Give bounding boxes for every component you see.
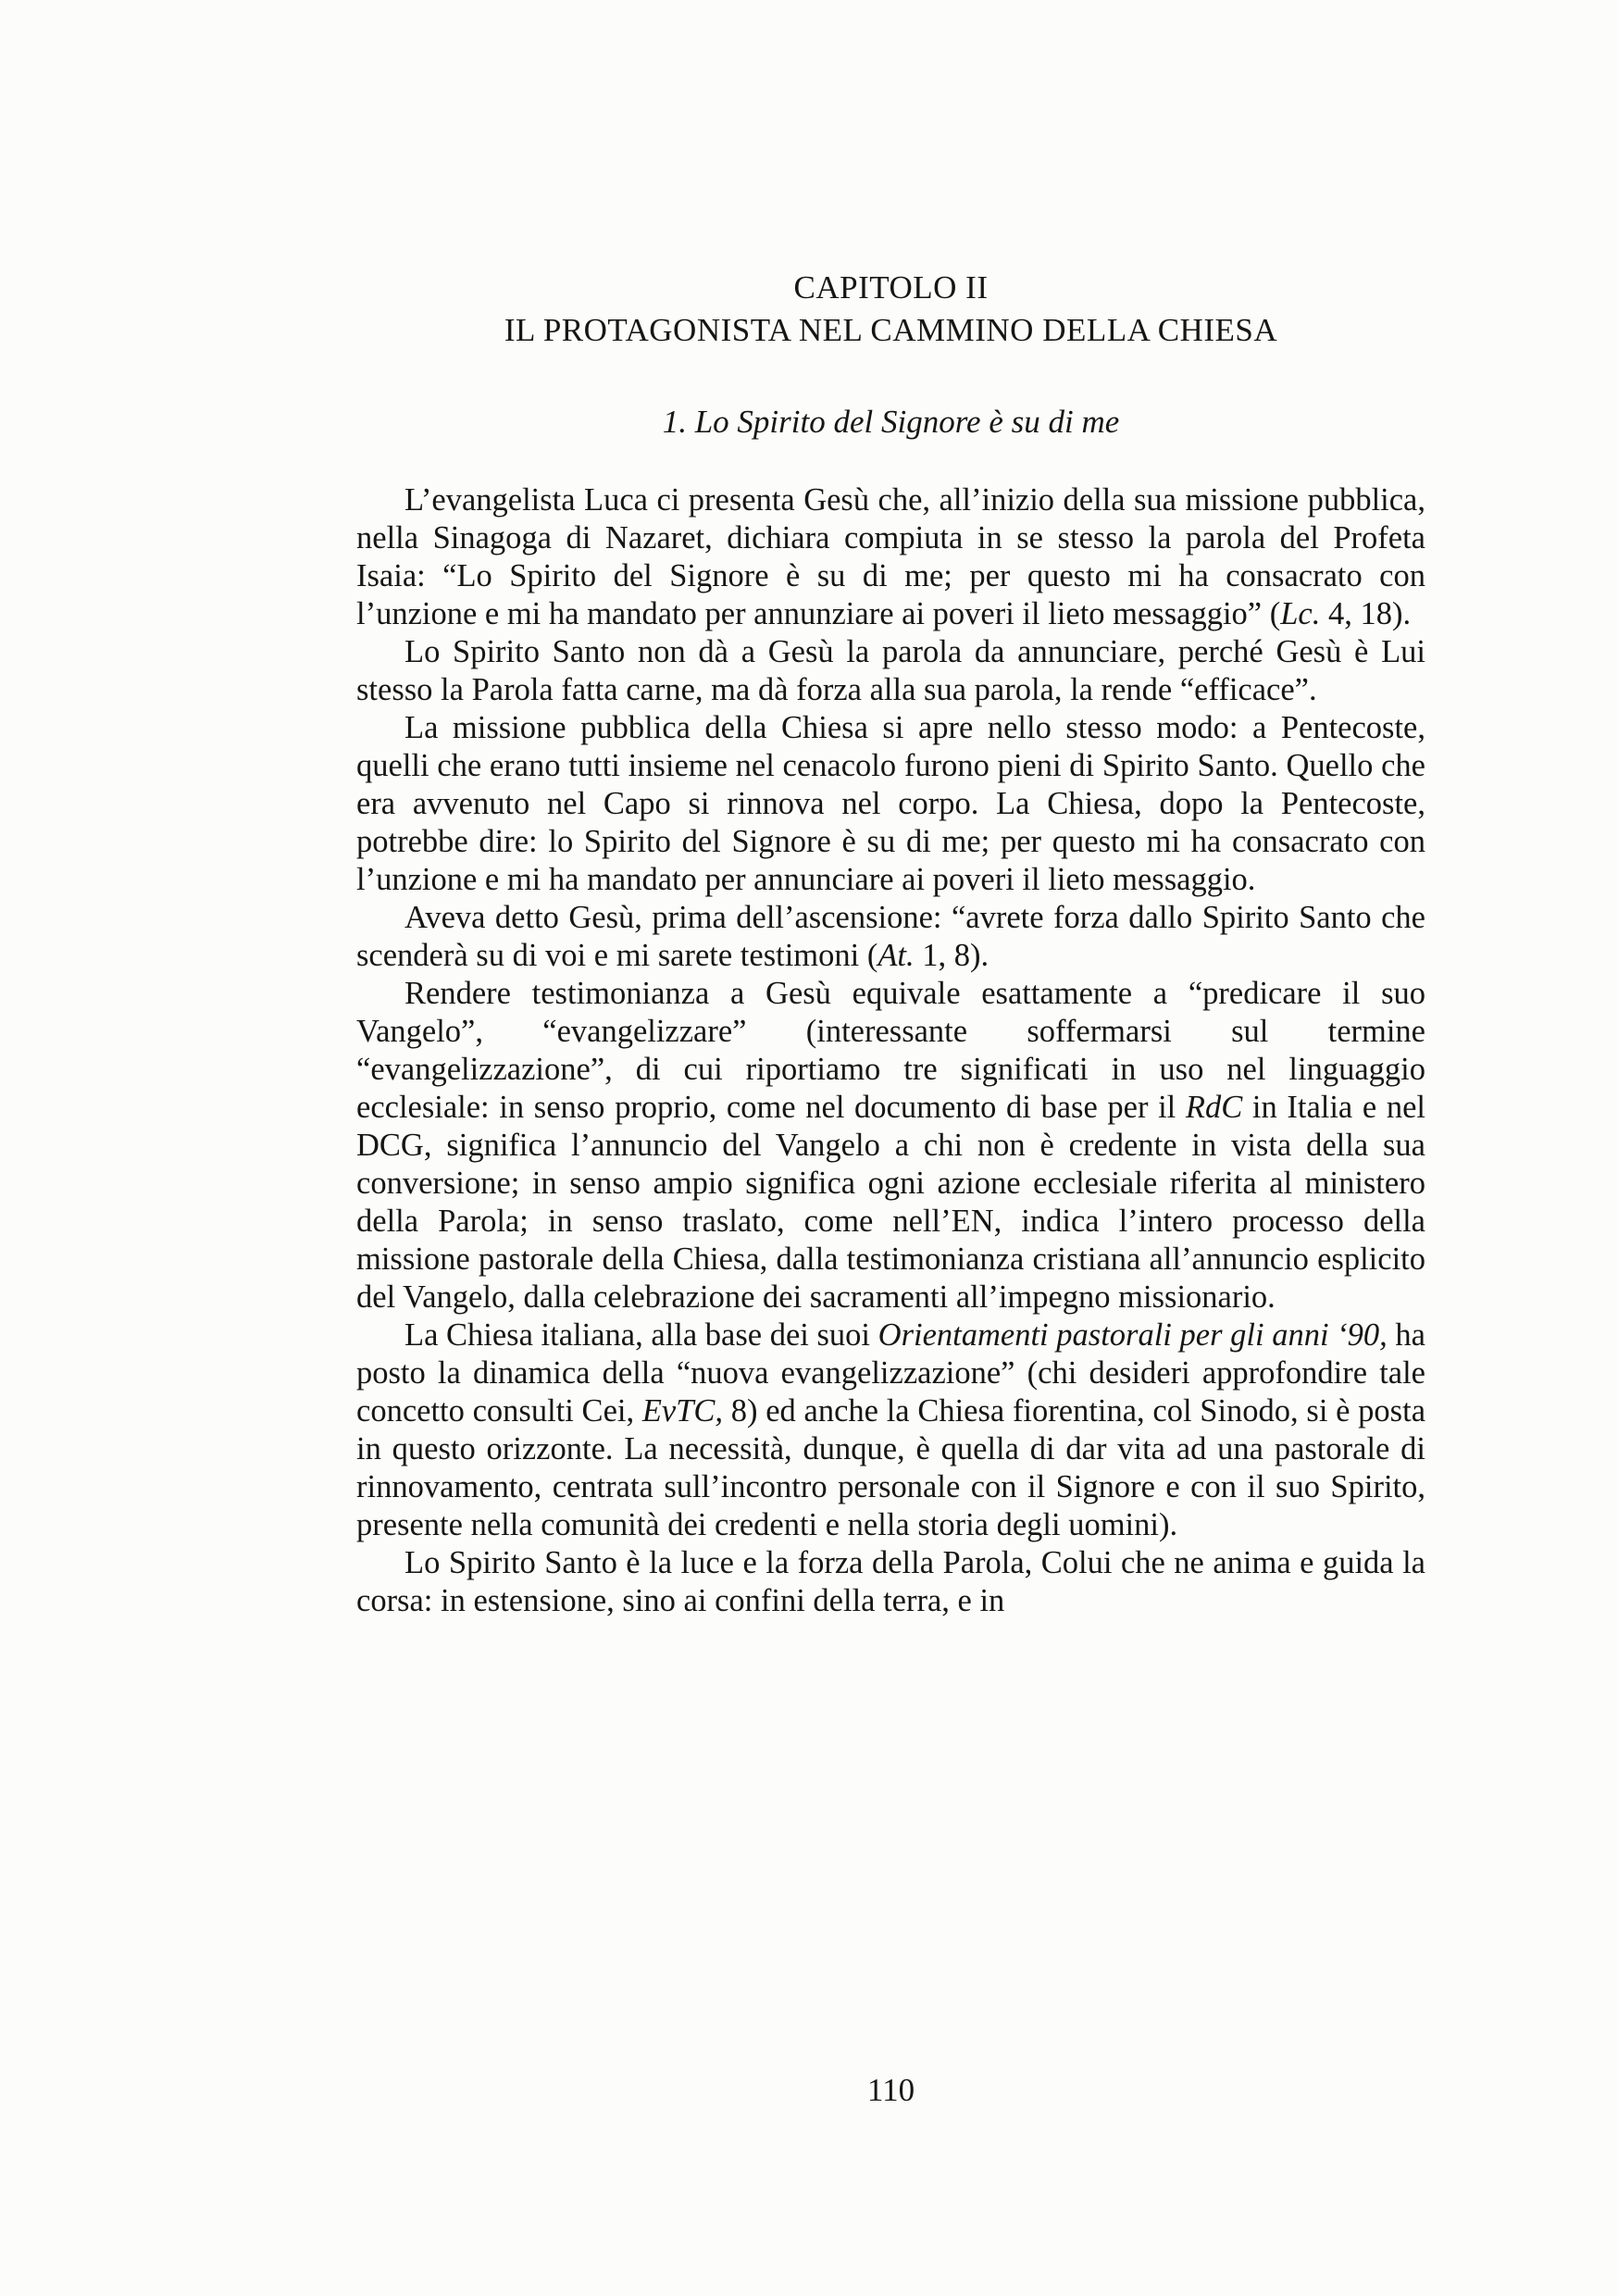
chapter-title: IL PROTAGONISTA NEL CAMMINO DELLA CHIESA: [504, 312, 1278, 348]
text-run: La missione pubblica della Chiesa si apre nello stesso modo: a Pentecoste, quelli che erano tutti insieme nel cenacolo furono pieni di Spirito Santo. Quello che era avvenuto nel Capo si rinnova nel corpo. La Chiesa, dopo la Pentecoste, potrebbe dire: lo Spirito del Signore è su di me; per questo mi ha consacrato con l’unzione e mi ha mandato per annunciare ai poveri il lieto messaggio.: [356, 710, 1425, 897]
chapter-header: [356, 0, 1425, 352]
italic-run: At.: [877, 938, 915, 973]
paragraph: [356, 899, 1425, 975]
chapter-label: CAPITOLO II: [793, 269, 989, 306]
italic-run: EvTC,: [641, 1393, 724, 1429]
paragraph: [356, 1544, 1425, 1620]
text-run: L’evangelista Luca ci presenta Gesù che, all’inizio della sua missione pubblica, nella Sinagoga di Nazaret, dichiara compiuta in se stesso la parola del Profeta Isaia: “Lo Spirito del Signore è su di me; per questo mi ha consacrato con l’unzione e mi ha mandato per annunziare ai poveri il lieto messaggio” (: [356, 482, 1425, 631]
paragraph: [356, 633, 1425, 709]
text-run: in Italia e nel DCG, significa l’annuncio del Vangelo a chi non è credente in vista della sua conversione; in senso ampio significa ogni azione ecclesiale riferita al ministero della Parola; in senso traslato, come nell’EN, indica l’intero processo della missione pastorale della Chiesa, dalla testimonianza cristiana all’annuncio esplicito del Vangelo, dalla celebrazione dei sacramenti all’impegno missionario.: [356, 1090, 1425, 1315]
text-run: 8) ed anche la Chiesa fiorentina, col Sinodo, si è posta in questo orizzonte. La necessità, dunque, è quella di dar vita ad una pastorale di rinnovamento, centrata sull’incontro personale con il Signore e con il suo Spirito, presente nella comunità dei credenti e nella storia degli uomini).: [356, 1393, 1426, 1542]
page-body: [356, 481, 1425, 1620]
text-run: Rendere testimonianza a Gesù equivale esattamente a “predicare il suo Vangelo”, “evangelizzare” (interessante soffermarsi sul termine “evangelizzazione”, di cui riportiamo tre significati in uso nel linguaggio ecclesiale: in senso proprio, come nel documento di base per il: [356, 976, 1425, 1125]
page-number: 110: [866, 2072, 915, 2108]
text-run: 1, 8).: [914, 938, 989, 973]
paragraph: [356, 975, 1425, 1316]
paragraph: [356, 1316, 1425, 1544]
paragraph: [356, 481, 1425, 633]
text-run: Lo Spirito Santo è la luce e la forza della Parola, Colui che ne anima e guida la corsa: in estensione, sino ai confini della terra, e in: [356, 1545, 1425, 1618]
text-column: [356, 0, 1425, 1620]
text-run: 4, 18).: [1320, 596, 1412, 631]
text-run: La Chiesa italiana, alla base dei suoi: [404, 1317, 878, 1353]
italic-run: Lc.: [1280, 596, 1321, 631]
text-run: Aveva detto Gesù, prima dell’ascensione: “avrete forza dallo Spirito Santo che scenderà su di voi e mi sarete testimoni (: [356, 900, 1425, 973]
italic-run: RdC: [1185, 1090, 1243, 1125]
text-run: Lo Spirito Santo non dà a Gesù la parola da annunciare, perché Gesù è Lui stesso la Parola fatta carne, ma dà forza alla sua parola, la rende “efficace”.: [356, 634, 1425, 707]
italic-run: Orientamenti pastorali per gli anni ‘90,: [877, 1317, 1388, 1353]
text-run: ha posto la dinamica della “nuova evangelizzazione” (chi desideri approfondire tale concetto consulti Cei,: [356, 1317, 1425, 1429]
section-heading: 1. Lo Spirito del Signore è su di me: [662, 404, 1120, 440]
paragraph: [356, 709, 1425, 899]
